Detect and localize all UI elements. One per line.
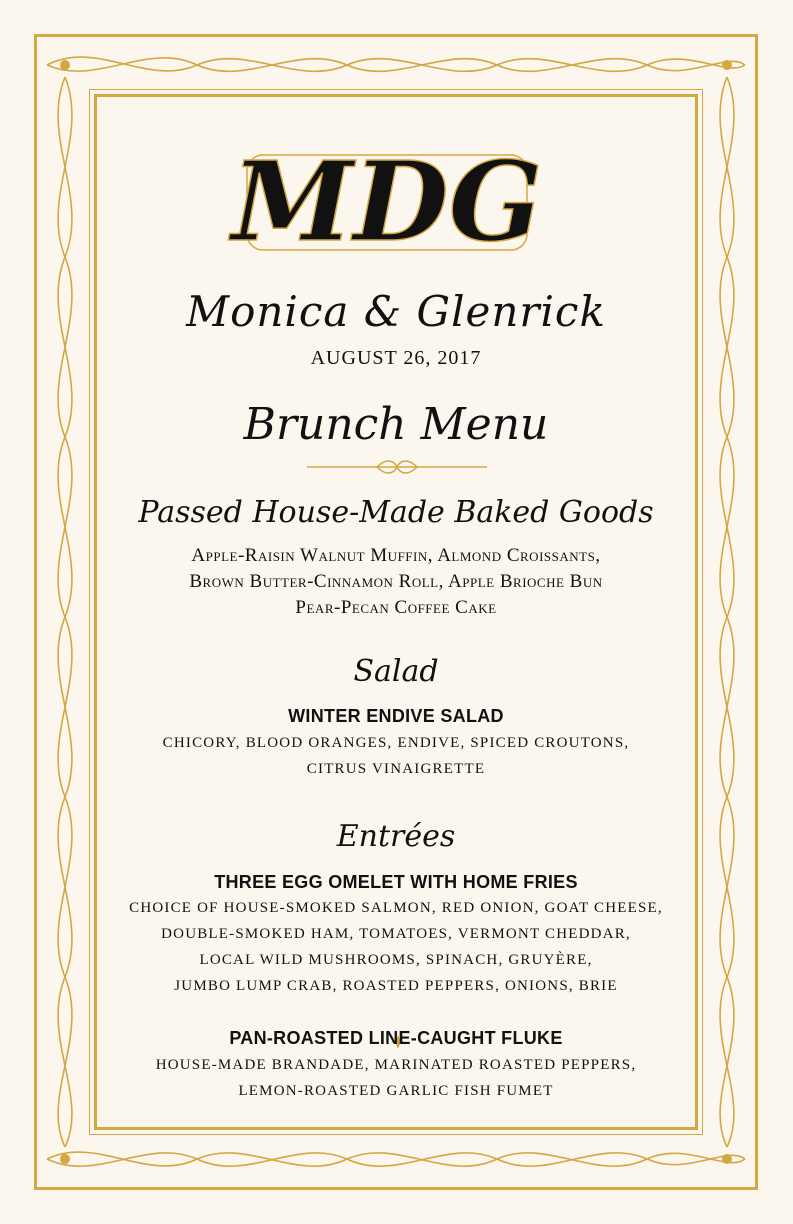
- salad-description-line: CHICORY, BLOOD ORANGES, ENDIVE, SPICED CROUTONS,: [162, 735, 630, 751]
- menu-panel: [94, 94, 698, 1130]
- outer-gold-border: [34, 34, 758, 1190]
- omelet-description-line: CHOICE OF HOUSE-SMOKED SALMON, RED ONION, GOAT CHEESE,: [129, 900, 663, 916]
- baked-goods-line: Apple-Raisin Walnut Muffin, Almond Croissants,: [191, 545, 601, 566]
- section-heading-salad: Salad: [353, 654, 439, 689]
- ornamental-divider: [307, 459, 487, 475]
- item-title-salad: WINTER ENDIVE SALAD: [288, 706, 504, 726]
- svg-text:MDG: MDG: [231, 137, 543, 266]
- omelet-description-line: JUMBO LUMP CRAB, ROASTED PEPPERS, ONIONS, BRIE: [174, 978, 618, 994]
- salad-description-line: CITRUS VINAIGRETTE: [306, 761, 486, 777]
- item-title-fluke: PAN-ROASTED LINE-CAUGHT FLUKE: [229, 1028, 563, 1048]
- couple-names: Monica & Glenrick: [186, 287, 606, 336]
- omelet-description-line: LOCAL WILD MUSHROOMS, SPINACH, GRUYÈRE,: [199, 952, 593, 968]
- fluke-description-line: LEMON-ROASTED GARLIC FISH FUMET: [238, 1083, 554, 1099]
- section-heading-entrees: Entrées: [336, 819, 456, 854]
- baked-goods-line: Brown Butter-Cinnamon Roll, Apple Brioche Bun: [189, 571, 603, 592]
- section-heading-baked-goods: Passed House-Made Baked Goods: [138, 495, 654, 530]
- monogram-emblem: [227, 115, 547, 285]
- item-title-omelet: THREE EGG OMELET WITH HOME FRIES: [214, 872, 578, 892]
- menu-title: Brunch Menu: [243, 399, 549, 450]
- baked-goods-line: Pear-Pecan Coffee Cake: [295, 597, 497, 618]
- event-date: AUGUST 26, 2017: [310, 347, 482, 369]
- fluke-description-line: HOUSE-MADE BRANDADE, MARINATED ROASTED PEPPERS,: [155, 1057, 637, 1073]
- omelet-description-line: DOUBLE-SMOKED HAM, TOMATOES, VERMONT CHEDDAR,: [161, 926, 631, 942]
